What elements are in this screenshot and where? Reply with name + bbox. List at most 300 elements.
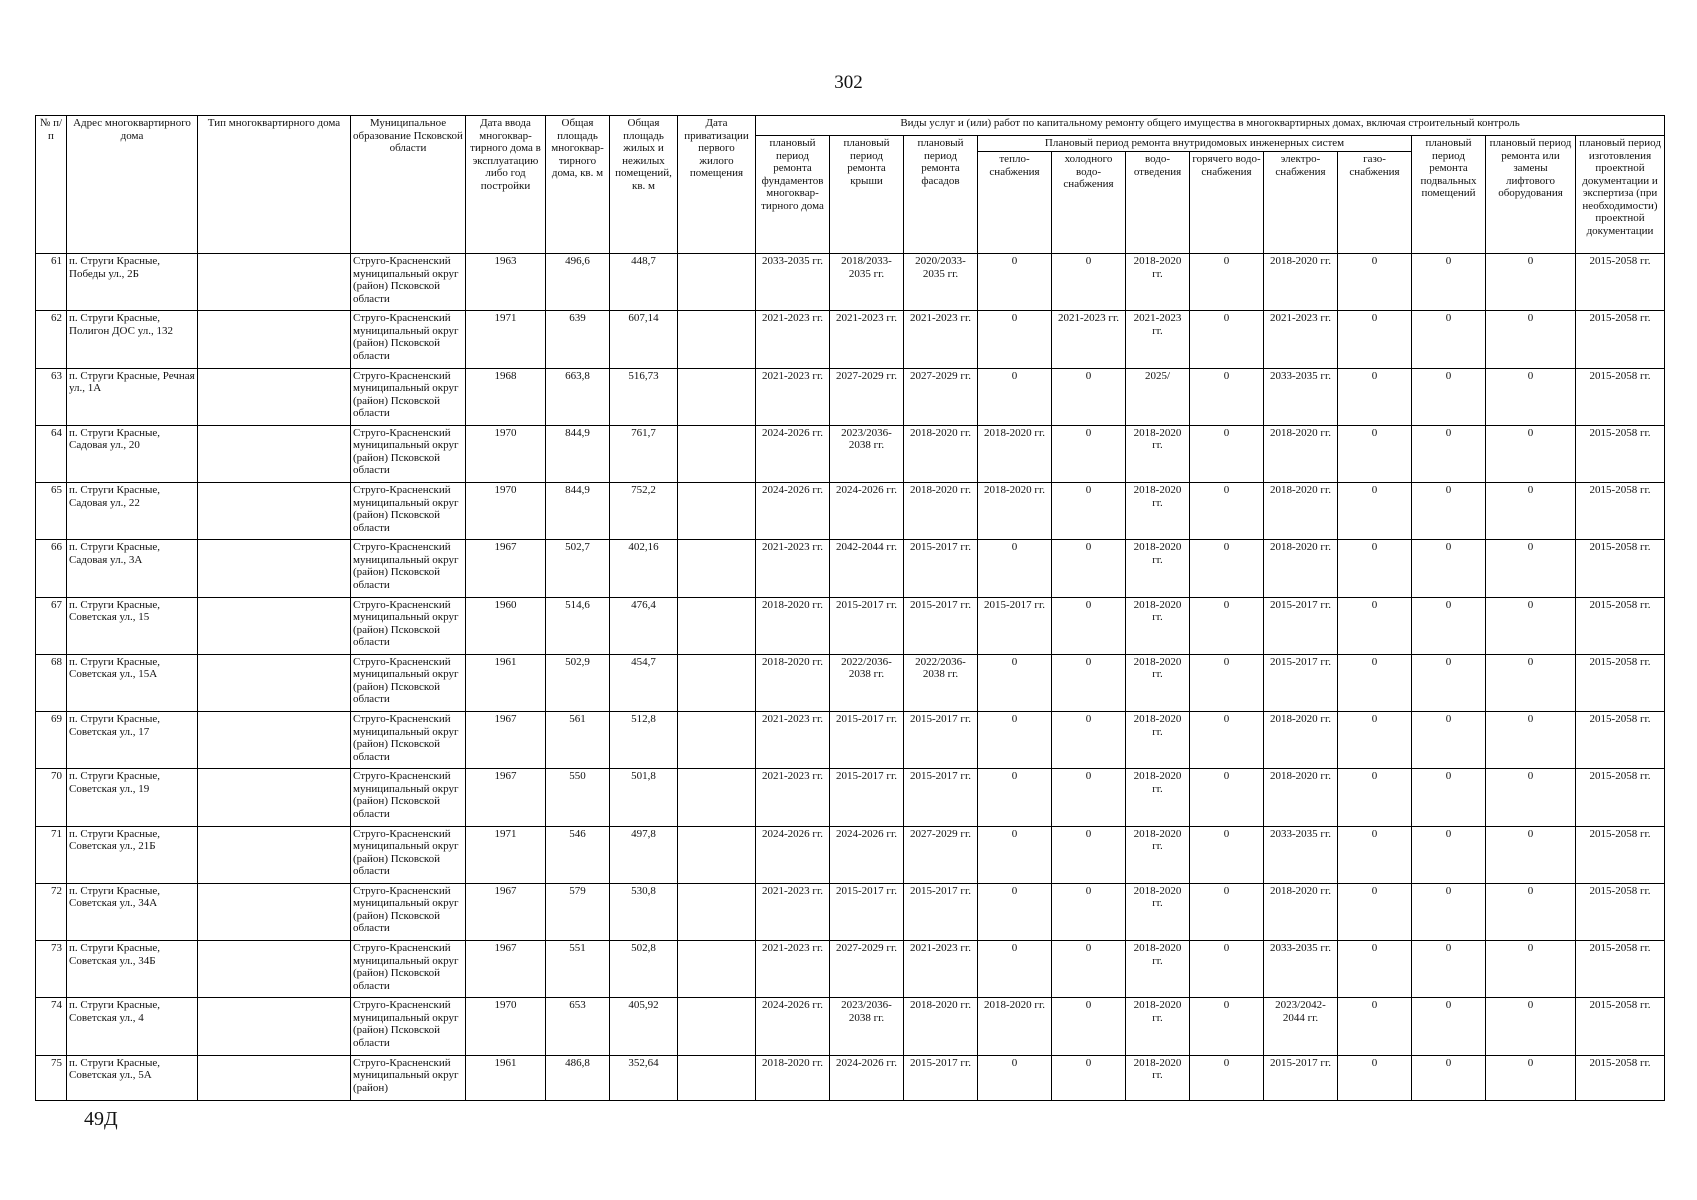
drainage-cell: 2018-2020 гг. (1126, 254, 1190, 311)
basement-cell: 0 (1412, 1055, 1486, 1100)
living-area-cell: 476,4 (610, 597, 678, 654)
drainage-cell: 2025/ (1126, 368, 1190, 425)
hot-water-cell: 0 (1190, 998, 1264, 1055)
table-row (36, 883, 1665, 940)
address-cell: п. Струги Красные, Советская ул., 34А (67, 883, 198, 940)
year-cell: 1967 (466, 769, 546, 826)
elevator-cell: 0 (1486, 769, 1576, 826)
page-number: 302 (834, 72, 863, 93)
privatization-cell (678, 883, 756, 940)
foundation-cell: 2024-2026 гг. (756, 425, 830, 482)
hot-water-cell: 0 (1190, 712, 1264, 769)
table-row (36, 826, 1665, 883)
row-number: 64 (36, 425, 67, 482)
heat-cell: 0 (978, 712, 1052, 769)
hot-water-cell: 0 (1190, 425, 1264, 482)
cold-water-cell: 0 (1052, 254, 1126, 311)
elevator-cell: 0 (1486, 712, 1576, 769)
type-cell (198, 254, 351, 311)
design-cell: 2015-2058 гг. (1576, 883, 1665, 940)
heat-cell: 2018-2020 гг. (978, 483, 1052, 540)
cold-water-cell: 0 (1052, 826, 1126, 883)
drainage-cell: 2021-2023 гг. (1126, 311, 1190, 368)
municipality-cell: Струго-Красненский муниципальный округ (район) Псковской области (351, 998, 466, 1055)
cold-water-cell: 0 (1052, 769, 1126, 826)
drainage-cell: 2018-2020 гг. (1126, 597, 1190, 654)
year-cell: 1971 (466, 311, 546, 368)
hot-water-cell: 0 (1190, 311, 1264, 368)
gas-cell: 0 (1338, 941, 1412, 998)
elevator-cell: 0 (1486, 1055, 1576, 1100)
hot-water-cell: 0 (1190, 941, 1264, 998)
living-area-cell: 761,7 (610, 425, 678, 482)
design-cell: 2015-2058 гг. (1576, 941, 1665, 998)
basement-cell: 0 (1412, 368, 1486, 425)
roof-cell: 2024-2026 гг. (830, 1055, 904, 1100)
type-cell (198, 712, 351, 769)
address-cell: п. Струги Красные, Полигон ДОС ул., 132 (67, 311, 198, 368)
foundation-cell: 2018-2020 гг. (756, 654, 830, 711)
type-cell (198, 998, 351, 1055)
electric-cell: 2033-2035 гг. (1264, 826, 1338, 883)
header-address: Адрес многоквартирного дома (67, 116, 198, 254)
type-cell (198, 483, 351, 540)
basement-cell: 0 (1412, 540, 1486, 597)
basement-cell: 0 (1412, 941, 1486, 998)
elevator-cell: 0 (1486, 425, 1576, 482)
heat-cell: 0 (978, 1055, 1052, 1100)
heat-cell: 0 (978, 826, 1052, 883)
header-engineering-group: Плановый период ремонта внутридомовых инженерных систем (978, 136, 1412, 152)
privatization-cell (678, 826, 756, 883)
foundation-cell: 2021-2023 гг. (756, 540, 830, 597)
basement-cell: 0 (1412, 483, 1486, 540)
year-cell: 1970 (466, 425, 546, 482)
basement-cell: 0 (1412, 654, 1486, 711)
living-area-cell: 752,2 (610, 483, 678, 540)
facade-cell: 2015-2017 гг. (904, 712, 978, 769)
table-row (36, 311, 1665, 368)
municipality-cell: Струго-Красненский муниципальный округ (район) Псковской области (351, 883, 466, 940)
cold-water-cell: 0 (1052, 1055, 1126, 1100)
year-cell: 1963 (466, 254, 546, 311)
header-commission-date: Дата ввода многоквар-тирного дома в эксплуатацию либо год постройки (466, 116, 546, 254)
row-number: 69 (36, 712, 67, 769)
total-area-cell: 561 (546, 712, 610, 769)
gas-cell: 0 (1338, 311, 1412, 368)
elevator-cell: 0 (1486, 540, 1576, 597)
total-area-cell: 551 (546, 941, 610, 998)
gas-cell: 0 (1338, 254, 1412, 311)
gas-cell: 0 (1338, 368, 1412, 425)
total-area-cell: 502,7 (546, 540, 610, 597)
gas-cell: 0 (1338, 540, 1412, 597)
roof-cell: 2024-2026 гг. (830, 826, 904, 883)
facade-cell: 2015-2017 гг. (904, 540, 978, 597)
address-cell: п. Струги Красные, Советская ул., 15 (67, 597, 198, 654)
basement-cell: 0 (1412, 254, 1486, 311)
gas-cell: 0 (1338, 769, 1412, 826)
electric-cell: 2015-2017 гг. (1264, 654, 1338, 711)
facade-cell: 2027-2029 гг. (904, 368, 978, 425)
roof-cell: 2023/2036-2038 гг. (830, 425, 904, 482)
row-number: 68 (36, 654, 67, 711)
header-elevator: плановый период ремонта или замены лифтового оборудования (1486, 136, 1576, 254)
cold-water-cell: 0 (1052, 654, 1126, 711)
year-cell: 1968 (466, 368, 546, 425)
privatization-cell (678, 368, 756, 425)
privatization-cell (678, 597, 756, 654)
heat-cell: 2018-2020 гг. (978, 998, 1052, 1055)
living-area-cell: 454,7 (610, 654, 678, 711)
header-heat: тепло-снабжения (978, 152, 1052, 254)
drainage-cell: 2018-2020 гг. (1126, 769, 1190, 826)
electric-cell: 2015-2017 гг. (1264, 1055, 1338, 1100)
year-cell: 1961 (466, 1055, 546, 1100)
basement-cell: 0 (1412, 998, 1486, 1055)
total-area-cell: 663,8 (546, 368, 610, 425)
gas-cell: 0 (1338, 654, 1412, 711)
type-cell (198, 1055, 351, 1100)
facade-cell: 2015-2017 гг. (904, 597, 978, 654)
footer-code: 49Д (84, 1108, 118, 1130)
living-area-cell: 352,64 (610, 1055, 678, 1100)
electric-cell: 2018-2020 гг. (1264, 540, 1338, 597)
header-privatization-date: Дата приватизации первого жилого помещения (678, 116, 756, 254)
elevator-cell: 0 (1486, 368, 1576, 425)
municipality-cell: Струго-Красненский муниципальный округ (район) Псковской области (351, 597, 466, 654)
address-cell: п. Струги Красные, Садовая ул., 3А (67, 540, 198, 597)
cold-water-cell: 0 (1052, 597, 1126, 654)
header-num: № п/п (36, 116, 67, 254)
electric-cell: 2018-2020 гг. (1264, 425, 1338, 482)
year-cell: 1967 (466, 712, 546, 769)
roof-cell: 2023/2036-2038 гг. (830, 998, 904, 1055)
type-cell (198, 654, 351, 711)
municipality-cell: Струго-Красненский муниципальный округ (район) Псковской области (351, 540, 466, 597)
drainage-cell: 2018-2020 гг. (1126, 1055, 1190, 1100)
living-area-cell: 607,14 (610, 311, 678, 368)
facade-cell: 2018-2020 гг. (904, 998, 978, 1055)
roof-cell: 2021-2023 гг. (830, 311, 904, 368)
design-cell: 2015-2058 гг. (1576, 368, 1665, 425)
total-area-cell: 844,9 (546, 425, 610, 482)
privatization-cell (678, 311, 756, 368)
heat-cell: 0 (978, 941, 1052, 998)
total-area-cell: 653 (546, 998, 610, 1055)
living-area-cell: 530,8 (610, 883, 678, 940)
roof-cell: 2022/2036-2038 гг. (830, 654, 904, 711)
privatization-cell (678, 254, 756, 311)
row-number: 66 (36, 540, 67, 597)
table-row (36, 712, 1665, 769)
drainage-cell: 2018-2020 гг. (1126, 998, 1190, 1055)
address-cell: п. Струги Красные, Советская ул., 19 (67, 769, 198, 826)
drainage-cell: 2018-2020 гг. (1126, 654, 1190, 711)
header-municipality: Муниципальное образование Псковской области (351, 116, 466, 254)
hot-water-cell: 0 (1190, 597, 1264, 654)
header-facade: плановый период ремонта фасадов (904, 136, 978, 254)
roof-cell: 2018/2033-2035 гг. (830, 254, 904, 311)
gas-cell: 0 (1338, 826, 1412, 883)
table-row (36, 998, 1665, 1055)
roof-cell: 2015-2017 гг. (830, 883, 904, 940)
heat-cell: 0 (978, 368, 1052, 425)
table-body (36, 254, 1665, 1101)
type-cell (198, 883, 351, 940)
facade-cell: 2021-2023 гг. (904, 941, 978, 998)
year-cell: 1971 (466, 826, 546, 883)
electric-cell: 2033-2035 гг. (1264, 368, 1338, 425)
address-cell: п. Струги Красные, Советская ул., 5А (67, 1055, 198, 1100)
row-number: 67 (36, 597, 67, 654)
cold-water-cell: 0 (1052, 712, 1126, 769)
row-number: 62 (36, 311, 67, 368)
basement-cell: 0 (1412, 826, 1486, 883)
type-cell (198, 941, 351, 998)
type-cell (198, 597, 351, 654)
header-foundation: плановый период ремонта фундаментов многоквар-тирного дома (756, 136, 830, 254)
basement-cell: 0 (1412, 311, 1486, 368)
elevator-cell: 0 (1486, 883, 1576, 940)
table-row (36, 368, 1665, 425)
design-cell: 2015-2058 гг. (1576, 311, 1665, 368)
total-area-cell: 579 (546, 883, 610, 940)
type-cell (198, 769, 351, 826)
living-area-cell: 501,8 (610, 769, 678, 826)
living-area-cell: 512,8 (610, 712, 678, 769)
year-cell: 1967 (466, 941, 546, 998)
gas-cell: 0 (1338, 883, 1412, 940)
electric-cell: 2018-2020 гг. (1264, 483, 1338, 540)
header-design-docs: плановый период изготовления проектной документации и экспертиза (при необходимости) проектной документации (1576, 136, 1665, 254)
hot-water-cell: 0 (1190, 368, 1264, 425)
total-area-cell: 546 (546, 826, 610, 883)
total-area-cell: 844,9 (546, 483, 610, 540)
gas-cell: 0 (1338, 998, 1412, 1055)
table-row (36, 425, 1665, 482)
table-row (36, 254, 1665, 311)
hot-water-cell: 0 (1190, 1055, 1264, 1100)
elevator-cell: 0 (1486, 254, 1576, 311)
electric-cell: 2033-2035 гг. (1264, 941, 1338, 998)
cold-water-cell: 0 (1052, 998, 1126, 1055)
roof-cell: 2015-2017 гг. (830, 712, 904, 769)
design-cell: 2015-2058 гг. (1576, 1055, 1665, 1100)
row-number: 63 (36, 368, 67, 425)
municipality-cell: Струго-Красненский муниципальный округ (район) (351, 1055, 466, 1100)
table-row (36, 769, 1665, 826)
year-cell: 1967 (466, 540, 546, 597)
privatization-cell (678, 425, 756, 482)
elevator-cell: 0 (1486, 998, 1576, 1055)
roof-cell: 2015-2017 гг. (830, 597, 904, 654)
type-cell (198, 311, 351, 368)
total-area-cell: 502,9 (546, 654, 610, 711)
type-cell (198, 540, 351, 597)
gas-cell: 0 (1338, 712, 1412, 769)
foundation-cell: 2021-2023 гг. (756, 769, 830, 826)
foundation-cell: 2021-2023 гг. (756, 712, 830, 769)
municipality-cell: Струго-Красненский муниципальный округ (район) Псковской области (351, 368, 466, 425)
heat-cell: 0 (978, 311, 1052, 368)
row-number: 72 (36, 883, 67, 940)
roof-cell: 2042-2044 гг. (830, 540, 904, 597)
living-area-cell: 516,73 (610, 368, 678, 425)
municipality-cell: Струго-Красненский муниципальный округ (район) Псковской области (351, 712, 466, 769)
elevator-cell: 0 (1486, 597, 1576, 654)
year-cell: 1967 (466, 883, 546, 940)
roof-cell: 2015-2017 гг. (830, 769, 904, 826)
design-cell: 2015-2058 гг. (1576, 712, 1665, 769)
type-cell (198, 425, 351, 482)
table-row (36, 1055, 1665, 1100)
heat-cell: 0 (978, 540, 1052, 597)
facade-cell: 2018-2020 гг. (904, 425, 978, 482)
header-gas: газо-снабжения (1338, 152, 1412, 254)
basement-cell: 0 (1412, 769, 1486, 826)
design-cell: 2015-2058 гг. (1576, 826, 1665, 883)
year-cell: 1960 (466, 597, 546, 654)
hot-water-cell: 0 (1190, 883, 1264, 940)
privatization-cell (678, 654, 756, 711)
electric-cell: 2018-2020 гг. (1264, 712, 1338, 769)
header-roof: плановый период ремонта крыши (830, 136, 904, 254)
basement-cell: 0 (1412, 597, 1486, 654)
header-drainage: водо-отведения (1126, 152, 1190, 254)
header-total-area: Общая площадь многоквар-тирного дома, кв. м (546, 116, 610, 254)
facade-cell: 2021-2023 гг. (904, 311, 978, 368)
electric-cell: 2018-2020 гг. (1264, 883, 1338, 940)
basement-cell: 0 (1412, 712, 1486, 769)
hot-water-cell: 0 (1190, 654, 1264, 711)
header-cold-water: холодного водо-снабжения (1052, 152, 1126, 254)
municipality-cell: Струго-Красненский муниципальный округ (район) Псковской области (351, 654, 466, 711)
total-area-cell: 639 (546, 311, 610, 368)
row-number: 61 (36, 254, 67, 311)
privatization-cell (678, 769, 756, 826)
row-number: 65 (36, 483, 67, 540)
gas-cell: 0 (1338, 1055, 1412, 1100)
municipality-cell: Струго-Красненский муниципальный округ (район) Псковской области (351, 941, 466, 998)
address-cell: п. Струги Красные, Советская ул., 4 (67, 998, 198, 1055)
municipality-cell: Струго-Красненский муниципальный округ (район) Псковской области (351, 483, 466, 540)
year-cell: 1970 (466, 483, 546, 540)
design-cell: 2015-2058 гг. (1576, 654, 1665, 711)
facade-cell: 2015-2017 гг. (904, 769, 978, 826)
type-cell (198, 826, 351, 883)
row-number: 73 (36, 941, 67, 998)
table-row (36, 941, 1665, 998)
row-number: 75 (36, 1055, 67, 1100)
design-cell: 2015-2058 гг. (1576, 769, 1665, 826)
drainage-cell: 2018-2020 гг. (1126, 712, 1190, 769)
cold-water-cell: 0 (1052, 941, 1126, 998)
facade-cell: 2015-2017 гг. (904, 883, 978, 940)
table-row (36, 597, 1665, 654)
privatization-cell (678, 540, 756, 597)
hot-water-cell: 0 (1190, 826, 1264, 883)
electric-cell: 2018-2020 гг. (1264, 769, 1338, 826)
hot-water-cell: 0 (1190, 769, 1264, 826)
elevator-cell: 0 (1486, 654, 1576, 711)
heat-cell: 0 (978, 654, 1052, 711)
heat-cell: 0 (978, 883, 1052, 940)
drainage-cell: 2018-2020 гг. (1126, 883, 1190, 940)
header-living-area: Общая площадь жилых и нежилых помещений, кв. м (610, 116, 678, 254)
privatization-cell (678, 941, 756, 998)
municipality-cell: Струго-Красненский муниципальный округ (район) Псковской области (351, 254, 466, 311)
heat-cell: 0 (978, 254, 1052, 311)
total-area-cell: 486,8 (546, 1055, 610, 1100)
privatization-cell (678, 483, 756, 540)
drainage-cell: 2018-2020 гг. (1126, 826, 1190, 883)
elevator-cell: 0 (1486, 311, 1576, 368)
heat-cell: 0 (978, 769, 1052, 826)
drainage-cell: 2018-2020 гг. (1126, 941, 1190, 998)
total-area-cell: 514,6 (546, 597, 610, 654)
design-cell: 2015-2058 гг. (1576, 254, 1665, 311)
hot-water-cell: 0 (1190, 254, 1264, 311)
basement-cell: 0 (1412, 883, 1486, 940)
design-cell: 2015-2058 гг. (1576, 540, 1665, 597)
design-cell: 2015-2058 гг. (1576, 998, 1665, 1055)
electric-cell: 2023/2042-2044 гг. (1264, 998, 1338, 1055)
facade-cell: 2020/2033-2035 гг. (904, 254, 978, 311)
row-number: 74 (36, 998, 67, 1055)
drainage-cell: 2018-2020 гг. (1126, 425, 1190, 482)
capital-repair-table (35, 115, 1665, 1101)
address-cell: п. Струги Красные, Советская ул., 15А (67, 654, 198, 711)
gas-cell: 0 (1338, 483, 1412, 540)
foundation-cell: 2018-2020 гг. (756, 597, 830, 654)
address-cell: п. Струги Красные, Советская ул., 17 (67, 712, 198, 769)
total-area-cell: 550 (546, 769, 610, 826)
header-hot-water: горячего водо-снабжения (1190, 152, 1264, 254)
header-basement: плановый период ремонта подвальных помещений (1412, 136, 1486, 254)
header-type: Тип многоквартирного дома (198, 116, 351, 254)
facade-cell: 2027-2029 гг. (904, 826, 978, 883)
drainage-cell: 2018-2020 гг. (1126, 540, 1190, 597)
roof-cell: 2024-2026 гг. (830, 483, 904, 540)
drainage-cell: 2018-2020 гг. (1126, 483, 1190, 540)
facade-cell: 2015-2017 гг. (904, 1055, 978, 1100)
type-cell (198, 368, 351, 425)
table-row (36, 483, 1665, 540)
facade-cell: 2022/2036-2038 гг. (904, 654, 978, 711)
design-cell: 2015-2058 гг. (1576, 483, 1665, 540)
roof-cell: 2027-2029 гг. (830, 368, 904, 425)
municipality-cell: Струго-Красненский муниципальный округ (район) Псковской области (351, 425, 466, 482)
electric-cell: 2015-2017 гг. (1264, 597, 1338, 654)
elevator-cell: 0 (1486, 941, 1576, 998)
municipality-cell: Струго-Красненский муниципальный округ (район) Псковской области (351, 826, 466, 883)
municipality-cell: Струго-Красненский муниципальный округ (район) Псковской области (351, 769, 466, 826)
foundation-cell: 2033-2035 гг. (756, 254, 830, 311)
living-area-cell: 497,8 (610, 826, 678, 883)
address-cell: п. Струги Красные, Речная ул., 1А (67, 368, 198, 425)
year-cell: 1970 (466, 998, 546, 1055)
privatization-cell (678, 712, 756, 769)
facade-cell: 2018-2020 гг. (904, 483, 978, 540)
cold-water-cell: 0 (1052, 425, 1126, 482)
cold-water-cell: 0 (1052, 368, 1126, 425)
privatization-cell (678, 1055, 756, 1100)
address-cell: п. Струги Красные, Советская ул., 34Б (67, 941, 198, 998)
roof-cell: 2027-2029 гг. (830, 941, 904, 998)
design-cell: 2015-2058 гг. (1576, 425, 1665, 482)
gas-cell: 0 (1338, 597, 1412, 654)
